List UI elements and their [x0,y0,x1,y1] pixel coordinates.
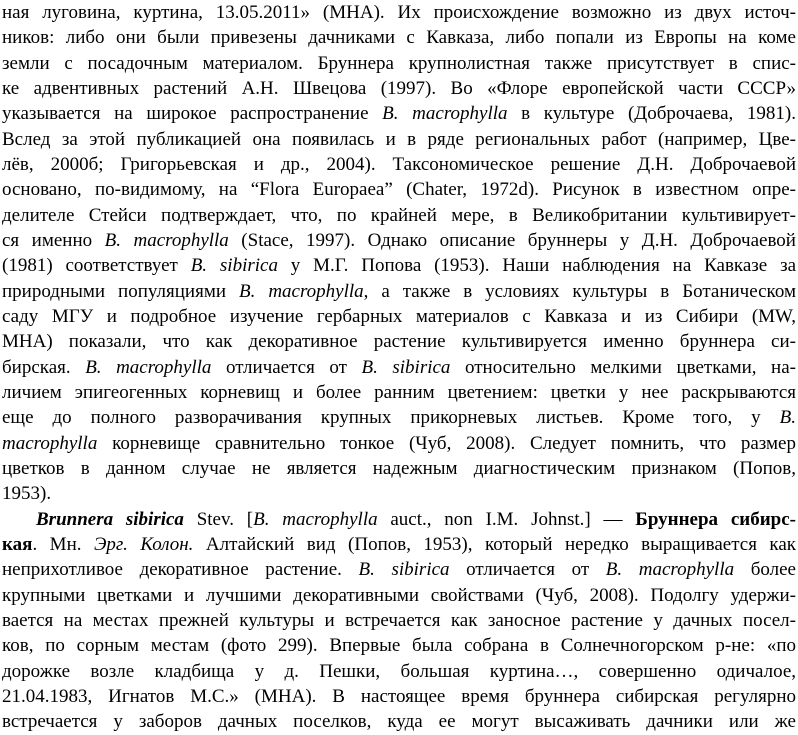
text-run: Эрг. Колон. [93,533,194,555]
text-line [2,25,796,50]
text-line [2,279,796,304]
text-run: отличается от [211,356,362,378]
text-run: отличается от [449,559,606,581]
text-line [2,684,796,709]
text-run: делителе Стейси подтверждает, что, по крайней мере, в Великобритании культивирует- [2,204,796,226]
text-run: корневище сравнительно тонкое (Чуб, 2008). Следует помнить, что размер [97,432,796,454]
text-line [2,228,796,253]
text-run: , а также в условиях культуры в Ботаническом [363,280,796,302]
text-run: B. macrophylla [85,356,212,378]
text-run: B. macrophylla [253,508,378,530]
text-run: B. macrophylla [605,559,735,581]
text-line [2,355,796,380]
text-line [2,329,796,354]
text-run: B. sibirica [361,356,451,378]
text-run: (Stace, 1997). Однако описание бруннеры у Д.Н. Доброчаевой [228,229,796,251]
paragraph [2,0,796,507]
text-run: цветков в данном случае не является надежным диагностическим признаком (Попов, [2,457,796,479]
text-line [2,101,796,126]
text-line [2,431,796,456]
text-run: B. macrophylla [382,103,508,125]
text-run: 21.04.1983, Игнатов М.С.» (МНА). В настоящее время бруннера сибирская регулярно [2,685,796,707]
text-run: указывается на широкое распространение [2,103,383,125]
text-run: ся именно [2,229,105,251]
text-run: основано, по-видимому, на “Flora Europaea” (Chater, 1972d). Рисунок в известном опре- [2,179,796,201]
paragraph [2,507,796,735]
text-run: ная луговина, куртина, 13.05.2011» (МНА). Их происхождение возможно из двух источ- [2,2,796,23]
text-run: ков, по сорным местам (фото 299). Впервые была собрана в Солнечногорском р-не: «по [2,635,796,657]
text-line [2,659,796,684]
text-line [2,0,796,25]
text-run: Stev. [ [183,508,254,530]
text-run: дорожке возле кладбища у д. Пешки, большая куртина…, совершенно одичалое, [2,660,796,682]
text-line [2,532,796,557]
text-line [2,405,796,430]
text-run: B. macrophylla [104,229,229,251]
text-line [2,709,796,734]
text-line [2,304,796,329]
text-run: в культуре (Доброчаева, 1981). [507,103,796,125]
text-run: B. sibirica [358,559,450,581]
text-line [2,203,796,228]
text-run: macrophylla [2,432,98,454]
text-line [2,51,796,76]
text-run: еще до полного разворачивания крупных прикорневых листьев. Кроме того, у [2,407,780,429]
text-run: саду МГУ и подробное изучение гербарных материалов с Кавказа и из Сибири (MW, [2,305,796,327]
text-run: природными популяциями [2,280,239,302]
text-line [2,557,796,582]
text-run: Алтайский вид (Попов, 1953), который нередко выращивается как [193,533,796,555]
text-run: Brunnera sibirica [36,508,184,530]
text-run: земли с посадочным материалом. Бруннера крупнолистная также присутствует в спис- [2,52,796,74]
text-run: ников: либо они были привезены дачниками с Кавказа, либо попали из Европы на коме [2,27,796,49]
text-run: (1981) соответствует [2,255,191,277]
text-run: неприхотливое декоративное растение. [2,559,359,581]
text-line [2,76,796,101]
text-run: кая [2,533,33,555]
text-line [2,177,796,202]
text-run: у М.Г. Попова (1953). Наши наблюдения на Кавказе за [277,255,796,277]
text-line [2,633,796,658]
text-line [2,152,796,177]
text-run: личием эпигеогенных корневищ и более ранним цветением: цветки у нее раскрываются [2,381,796,403]
text-run: встречается у заборов дачных поселков, куда ее могут высаживать дачники или же [2,711,796,733]
text-run: более [734,559,796,581]
text-run: B. sibirica [190,255,278,277]
text-line [2,481,796,506]
text-run: Бруннера сибирс- [635,508,796,530]
text-run: . Мн. [32,533,94,555]
text-run: B. [779,407,796,429]
text-run: Вслед за этой публикацией она появилась и в ряде региональных работ (например, Цве- [2,128,796,150]
text-line [2,608,796,633]
text-run: лёв, 2000б; Григорьевская и др., 2004). Таксономическое решение Д.Н. Доброчаевой [2,153,796,175]
text-run: крупными цветками и лучшими декоративными свойствами (Чуб, 2008). Подолгу удержи- [2,584,796,606]
text-line [2,253,796,278]
text-run: auct., non I.M. Johnst.] — [377,508,636,530]
text-line [2,456,796,481]
text-run: МНА) показали, что как декоративное растение культивируется именно бруннера си- [2,331,796,353]
text-line [2,583,796,608]
text-line [2,127,796,152]
text-run: ке адвентивных растений А.Н. Швецова (1997). Во «Флоре европейской части СССР» [2,77,796,99]
text-run: вается на местах прежней культуры и встречается как заносное растение у дачных посел- [2,609,796,631]
text-run: B. macrophylla [239,280,364,302]
text-line [2,380,796,405]
text-run: 1953). [2,483,52,505]
text-run: бирская. [2,356,86,378]
text-run: относительно мелкими цветками, на- [450,356,796,378]
text-line [2,507,796,532]
